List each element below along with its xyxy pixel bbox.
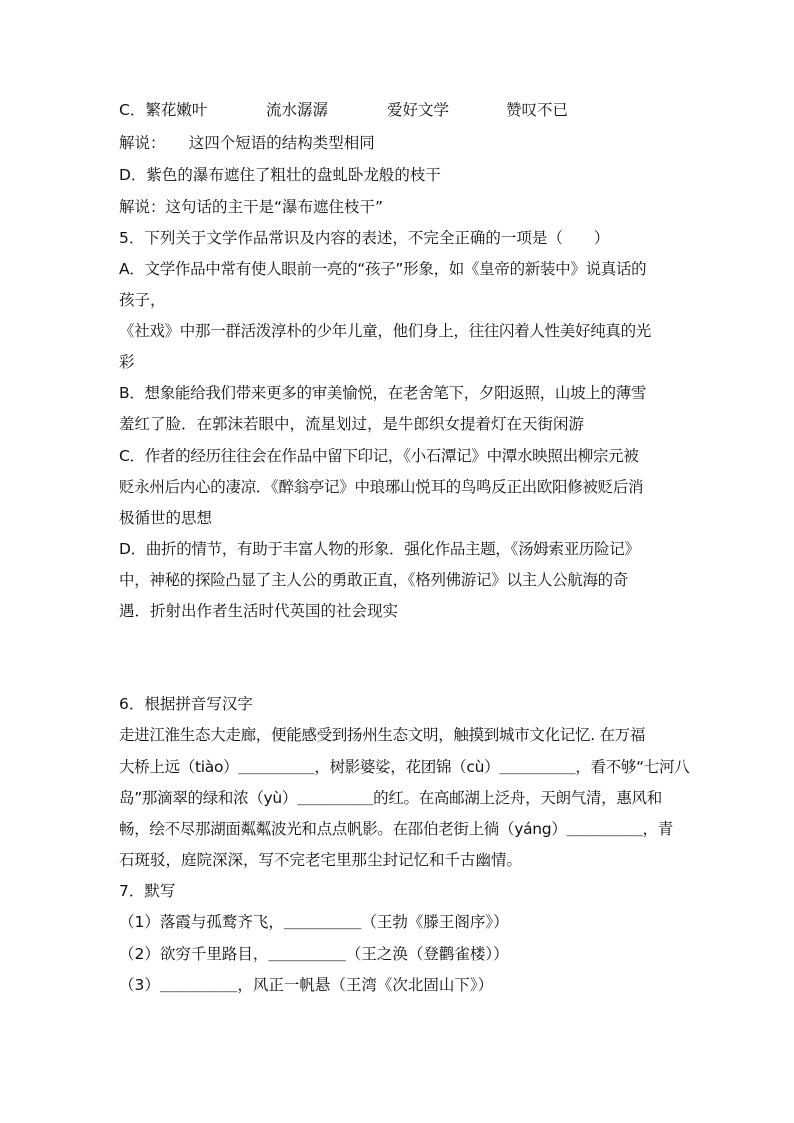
q5-option-c-line-2: 贬永州后内心的凄凉．《醉翁亭记》中琅琊山悦耳的鸟鸣反正出欧阳修被贬后消 xyxy=(119,478,644,496)
q6-passage-line-1: 走进江淮生态大走廊，便能感受到扬州生态文明，触摸到城市文化记忆. 在万福 xyxy=(119,726,646,744)
q5-option-d-line-2: 中，神秘的探险凸显了主人公的勇敢正直，《格列佛游记》以主人公航海的奇 xyxy=(119,571,629,589)
q4-option-c-explain: 解说： 这四个短语的结构类型相同 xyxy=(119,134,375,152)
q6-passage-line-4: 畅，绘不尽那湖面粼粼波光和点点帆影。在邵伯老街上徜（yáng）＿＿＿＿＿，青 xyxy=(119,820,673,838)
q4-option-c-phrase-3: 爱好文学 xyxy=(387,101,450,119)
q5-option-a-line-4: 彩 xyxy=(119,353,135,371)
q6-stem: 6．根据拼音写汉字 xyxy=(119,695,253,713)
q5-option-c-line-3: 极循世的思想 xyxy=(119,509,213,527)
q4-option-c-row xyxy=(119,98,679,122)
q4-option-c-phrase-2: 流水潺潺 xyxy=(266,101,329,119)
q5-option-d-line-1: D．曲折的情节，有助于丰富人物的形象．强化作品主题，《汤姆索亚历险记》 xyxy=(119,540,640,558)
q4-option-d-explain: 解说：这句话的主干是“瀑布遮住枝干” xyxy=(119,198,384,216)
q5-option-b-line-1: B．想象能给我们带来更多的审美愉悦，在老舍笔下，夕阳返照，山坡上的薄雪 xyxy=(119,384,647,402)
q5-option-a-line-2: 孩子， xyxy=(119,291,166,309)
q4-option-c-phrase-4: 赞叹不已 xyxy=(506,101,569,119)
q5-option-d-line-3: 遇．折射出作者生活时代英国的社会现实 xyxy=(119,602,399,620)
q6-passage-line-2: 大桥上远（tiào）＿＿＿＿＿，树影婆娑，花团锦（cù）＿＿＿＿＿，看不够“七河八 xyxy=(119,758,690,776)
q6-passage-line-5: 石斑驳，庭院深深，写不完老宅里那尘封记忆和千古幽情。 xyxy=(119,851,523,869)
q7-item-3: （3）＿＿＿＿＿，风正一帆悬（王湾《次北固山下》） xyxy=(119,976,494,994)
q5-stem: 5．下列关于文学作品常识及内容的表述，不完全正确的一项是（ ） xyxy=(119,229,610,247)
q4-option-d-text: D．紫色的瀑布遮住了粗壮的盘虬卧龙般的枝干 xyxy=(119,166,441,184)
q5-option-a-line-1: A．文学作品中常有使人眼前一亮的“孩子”形象，如《皇帝的新装中》说真话的 xyxy=(119,260,647,278)
q5-option-a-line-3: 《社戏》中那一群活泼淳朴的少年儿童，他们身上，往往闪着人性美好纯真的光 xyxy=(119,322,652,340)
q5-option-c-line-1: C．作者的经历往往会在作品中留下印记，《小石潭记》中潭水映照出柳宗元被 xyxy=(119,447,639,465)
q6-passage-line-3: 岛”那滴翠的绿和浓（yù）＿＿＿＿＿的红。在高邮湖上泛舟，天朗气清，惠风和 xyxy=(119,789,662,807)
q7-stem: 7．默写 xyxy=(119,882,176,900)
q4-option-c-label: C．繁花嫩叶 xyxy=(119,101,208,119)
q7-item-1: （1）落霞与孤鹜齐飞，＿＿＿＿＿（王勃《滕王阁序》） xyxy=(119,913,509,931)
q7-item-2: （2）欲穷千里路目，＿＿＿＿＿（王之涣（登鹳雀楼）） xyxy=(119,945,509,963)
q5-option-b-line-2: 羞红了脸．在郭沫若眼中，流星划过，是牛郎织女提着灯在天街闲游 xyxy=(119,415,585,433)
